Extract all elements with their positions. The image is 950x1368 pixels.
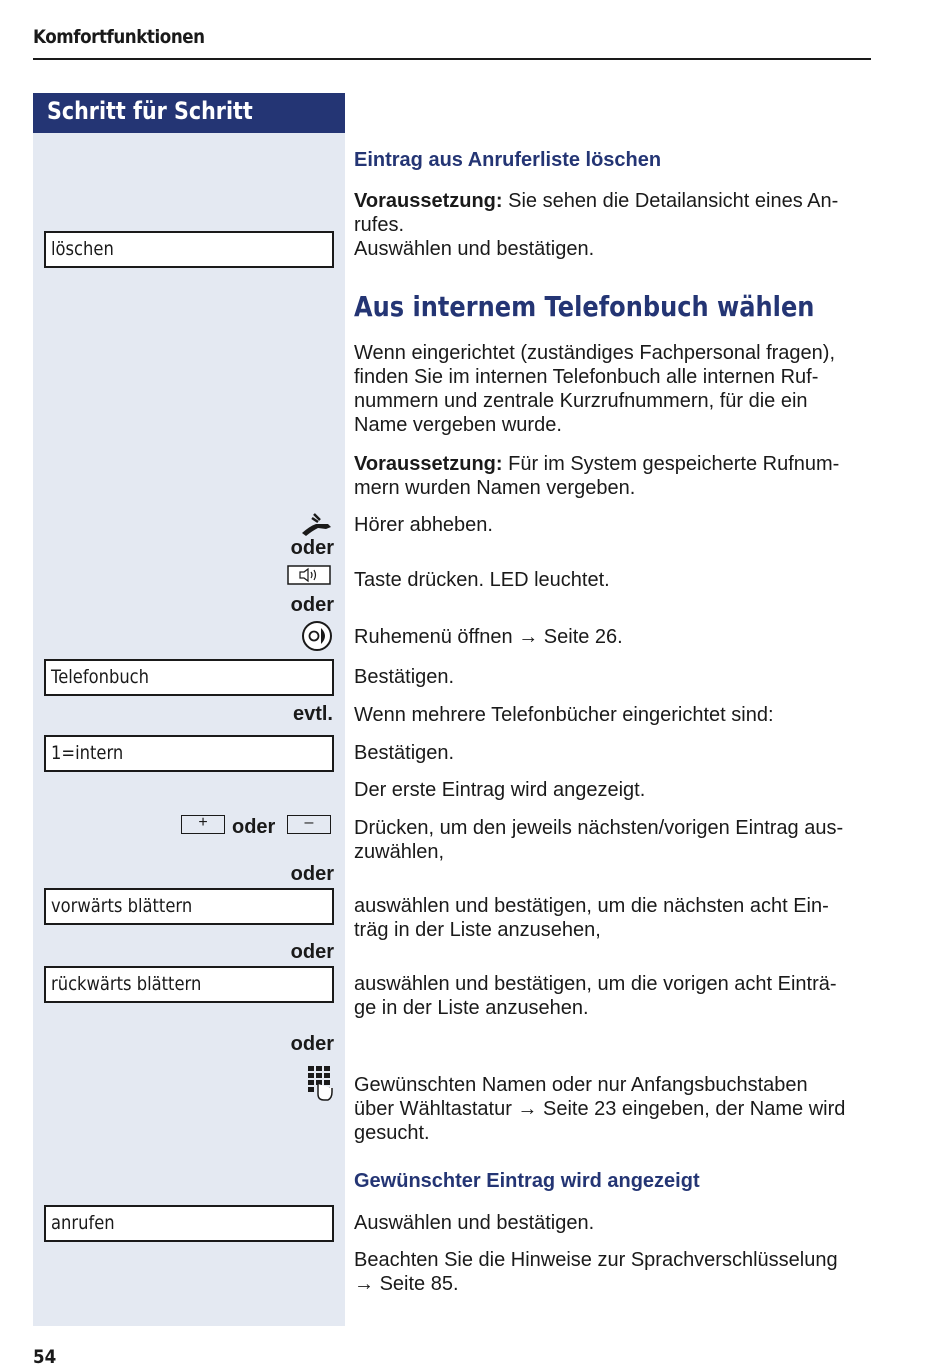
oder-label: oder bbox=[290, 941, 334, 963]
display-telefonbuch: Telefonbuch bbox=[44, 659, 334, 696]
instruction-text: Bestätigen. bbox=[354, 666, 455, 688]
oder-label: oder bbox=[232, 816, 276, 838]
oder-label: oder bbox=[290, 594, 334, 616]
section-heading: Aus internem Telefonbuch wählen bbox=[354, 290, 815, 323]
speaker-key-icon bbox=[287, 565, 331, 585]
instruction-text: Auswählen und bestätigen. bbox=[354, 238, 595, 260]
instruction-text: Beachten Sie die Hinweise zur Sprachverschlüsselung bbox=[354, 1249, 838, 1271]
evtl-label: evtl. bbox=[292, 703, 333, 725]
instruction-text: Der erste Eintrag wird angezeigt. bbox=[354, 779, 646, 801]
subheading-eintrag: Gewünschter Eintrag wird angezeigt bbox=[354, 1170, 700, 1192]
prerequisite-1: Voraussetzung: Sie sehen die Detailansicht eines An- bbox=[354, 190, 839, 212]
page-number: 54 bbox=[33, 1346, 57, 1368]
instruction-text: über Wähltastatur → Seite 23 eingeben, der Name wird bbox=[354, 1098, 846, 1120]
prerequisite-2-cont: mern wurden Namen vergeben. bbox=[354, 477, 636, 499]
instruction-text: Drücken, um den jeweils nächsten/vorigen Eintrag aus- bbox=[354, 817, 844, 839]
keypad-icon bbox=[306, 1064, 334, 1102]
prerequisite-2: Voraussetzung: Für im System gespeicherte Rufnum- bbox=[354, 453, 840, 475]
instruction-text: Ruhemenü öffnen → Seite 26. bbox=[354, 626, 623, 648]
handset-icon bbox=[298, 512, 334, 538]
instruction-text: auswählen und bestätigen, um die nächsten acht Ein- bbox=[354, 895, 829, 917]
plus-key-icon: + bbox=[181, 815, 225, 834]
arrow-right-icon: → bbox=[518, 626, 539, 648]
instruction-text: Taste drücken. LED leuchtet. bbox=[354, 569, 610, 591]
display-loeschen: löschen bbox=[44, 231, 334, 268]
intro-text: Wenn eingerichtet (zuständiges Fachpersonal fragen), bbox=[354, 342, 836, 364]
navigator-icon bbox=[301, 620, 333, 652]
intro-text: Name vergeben wurde. bbox=[354, 414, 562, 436]
instruction-text: zuwählen, bbox=[354, 841, 445, 863]
display-rueckwaerts: rückwärts blättern bbox=[44, 966, 334, 1003]
instruction-text: Wenn mehrere Telefonbücher eingerichtet sind: bbox=[354, 704, 774, 726]
instruction-text: träg in der Liste anzusehen, bbox=[354, 919, 601, 941]
instruction-text: Gewünschten Namen oder nur Anfangsbuchstaben bbox=[354, 1074, 808, 1096]
display-intern: 1=intern bbox=[44, 735, 334, 772]
oder-label: oder bbox=[290, 863, 334, 885]
header-rule bbox=[33, 58, 871, 60]
instruction-text: ge in der Liste anzusehen. bbox=[354, 997, 589, 1019]
instruction-text: auswählen und bestätigen, um die vorigen acht Einträ- bbox=[354, 973, 837, 995]
oder-label: oder bbox=[290, 1033, 334, 1055]
instruction-text: Auswählen und bestätigen. bbox=[354, 1212, 595, 1234]
intro-text: nummern und zentrale Kurzrufnummern, für die ein bbox=[354, 390, 808, 412]
instruction-text: → Seite 85. bbox=[354, 1273, 459, 1295]
minus-key-icon: – bbox=[287, 815, 331, 834]
instruction-text: Hörer abheben. bbox=[354, 514, 493, 536]
sidebar-title: Schritt für Schritt bbox=[33, 93, 345, 133]
instruction-text: Bestätigen. bbox=[354, 742, 455, 764]
intro-text: finden Sie im internen Telefonbuch alle internen Ruf- bbox=[354, 366, 819, 388]
subheading-loeschen: Eintrag aus Anruferliste löschen bbox=[354, 149, 662, 171]
instruction-text: gesucht. bbox=[354, 1122, 430, 1144]
oder-label: oder bbox=[290, 537, 334, 559]
arrow-right-icon: → bbox=[354, 1273, 374, 1295]
arrow-right-icon: → bbox=[517, 1098, 538, 1120]
display-anrufen: anrufen bbox=[44, 1205, 334, 1242]
running-header: Komfortfunktionen bbox=[33, 26, 205, 48]
prerequisite-1-cont: rufes. bbox=[354, 214, 405, 236]
display-vorwaerts: vorwärts blättern bbox=[44, 888, 334, 925]
